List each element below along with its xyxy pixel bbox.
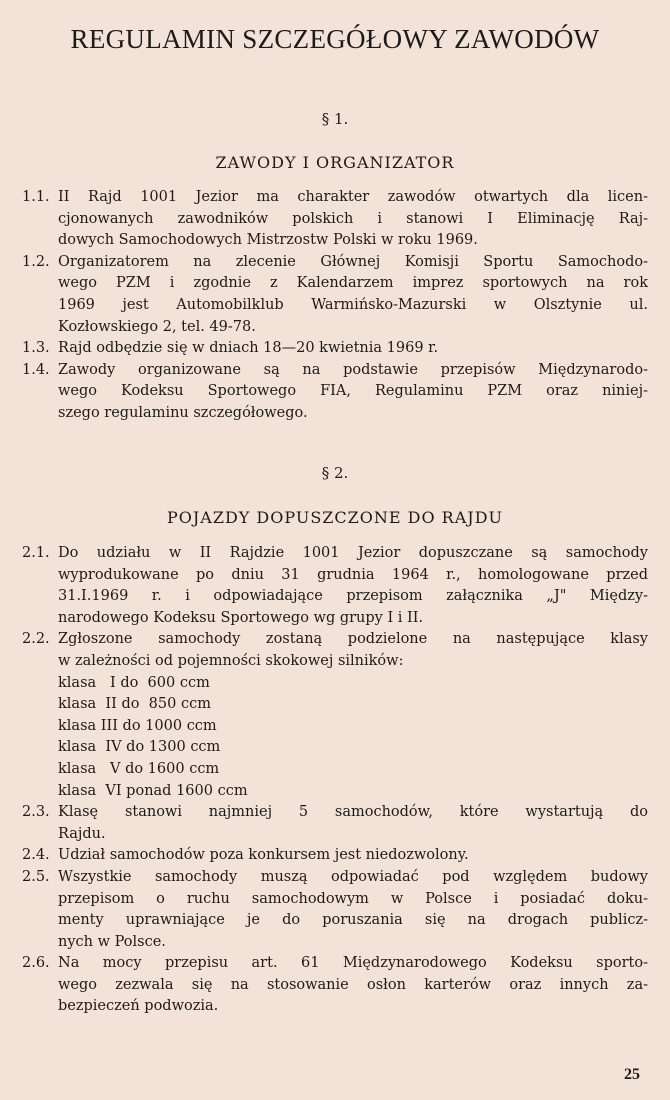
item-text xyxy=(58,953,648,1018)
section-2-heading: POJAZDY DOPUSZCZONE DO RAJDU xyxy=(166,508,504,527)
engine-class-item: klasa II do 850 ccm xyxy=(58,696,211,713)
engine-class-item: klasa V do 1600 ccm xyxy=(58,760,220,777)
engine-class-item: klasa IV do 1300 ccm xyxy=(58,739,221,756)
regulation-item xyxy=(22,252,648,338)
text-line: bezpieczeń podwozia. xyxy=(58,998,219,1015)
text-line: przepisom o ruchu samochodowym w Polsce i posiadać doku- xyxy=(58,890,648,907)
regulation-item xyxy=(22,360,648,425)
text-line: w zależności od pojemności skokowej silników: xyxy=(58,652,404,669)
text-line: szego regulaminu szczegółowego. xyxy=(58,404,308,421)
page-number: 25 xyxy=(624,1066,640,1083)
item-number: 2.3. xyxy=(22,804,50,821)
page-title: REGULAMIN SZCZEGÓŁOWY ZAWODÓW xyxy=(70,24,600,54)
text-line: 1969 jest Automobilklub Warmińsko-Mazurski w Olsztynie ul. xyxy=(58,296,648,313)
item-text xyxy=(58,543,648,629)
item-number: 2.5. xyxy=(22,868,50,885)
section-2-number: § 2. xyxy=(321,464,349,482)
item-number: 2.2. xyxy=(22,631,50,648)
regulation-item xyxy=(22,338,648,360)
text-line: Rajdu. xyxy=(58,825,106,842)
item-text xyxy=(58,360,648,425)
regulation-item xyxy=(22,845,648,867)
text-line: Kozłowskiego 2, tel. 49-78. xyxy=(58,318,256,335)
text-line: Udział samochodów poza konkursem jest niedozwolony. xyxy=(58,847,469,864)
engine-class-list xyxy=(22,673,648,803)
section-1-heading: ZAWODY I ORGANIZATOR xyxy=(215,153,455,172)
item-number: 1.2. xyxy=(22,253,50,270)
item-text xyxy=(58,867,648,953)
text-line: dowych Samochodowych Mistrzostw Polski w roku 1969. xyxy=(58,232,478,249)
regulation-item xyxy=(22,953,648,1018)
text-line: Klasę stanowi najmniej 5 samochodów, które wystartują do xyxy=(58,804,648,821)
regulation-item xyxy=(22,543,648,629)
text-line: wyprodukowane po dniu 31 grudnia 1964 r., homologowane przed xyxy=(58,566,648,583)
text-line: 31.I.1969 r. i odpowiadające przepisom załącznika „J" Między- xyxy=(58,588,648,605)
item-number: 2.6. xyxy=(22,955,50,972)
text-line: Zawody organizowane są na podstawie przepisów Międzynarodo- xyxy=(58,361,648,378)
regulation-item xyxy=(22,629,648,672)
item-number: 1.3. xyxy=(22,340,50,357)
engine-class-item: klasa VI ponad 1600 ccm xyxy=(58,782,248,799)
text-line: Wszystkie samochody muszą odpowiadać pod względem budowy xyxy=(58,868,648,885)
section-2-items xyxy=(22,543,648,1018)
text-line: Zgłoszone samochody zostaną podzielone na następujące klasy xyxy=(58,631,648,648)
regulation-item xyxy=(22,187,648,252)
item-text xyxy=(58,802,648,845)
text-line: cjonowanych zawodników polskich i stanowi I Eliminację Raj- xyxy=(58,210,648,227)
item-number: 2.1. xyxy=(22,545,50,561)
item-text xyxy=(58,187,648,252)
text-line: Na mocy przepisu art. 61 Międzynarodowego Kodeksu sporto- xyxy=(58,955,648,972)
item-number: 2.4. xyxy=(22,847,50,864)
text-line: narodowego Kodeksu Sportowego wg grupy I i II. xyxy=(58,609,424,626)
regulation-item xyxy=(22,867,648,953)
text-line: Organizatorem na zlecenie Głównej Komisji Sportu Samochodo- xyxy=(58,253,648,270)
item-number: 1.1. xyxy=(22,189,50,205)
text-line: nych w Polsce. xyxy=(58,933,166,950)
regulation-item xyxy=(22,802,648,845)
item-text xyxy=(58,252,648,338)
section-1-items xyxy=(22,187,648,425)
item-text xyxy=(58,845,648,867)
item-text xyxy=(58,338,648,360)
engine-class-item: klasa III do 1000 ccm xyxy=(58,717,217,734)
text-line: Rajd odbędzie się w dniach 18—20 kwietnia 1969 r. xyxy=(58,340,439,357)
text-line: Do udziału w II Rajdzie 1001 Jezior dopuszczane są samochody xyxy=(58,545,648,561)
item-number: 1.4. xyxy=(22,361,50,378)
text-line: menty uprawniające je do poruszania się na drogach publicz- xyxy=(58,912,648,929)
text-line: wego PZM i zgodnie z Kalendarzem imprez sportowych na rok xyxy=(58,275,648,292)
text-line: wego Kodeksu Sportowego FIA, Regulaminu PZM oraz niniej- xyxy=(58,383,648,400)
text-line: II Rajd 1001 Jezior ma charakter zawodów otwartych dla licen- xyxy=(58,189,648,205)
section-1-number: § 1. xyxy=(321,110,349,128)
item-text xyxy=(58,629,648,672)
engine-class-item: klasa I do 600 ccm xyxy=(58,674,210,691)
text-line: wego zezwala się na stosowanie osłon karterów oraz innych za- xyxy=(58,976,648,993)
